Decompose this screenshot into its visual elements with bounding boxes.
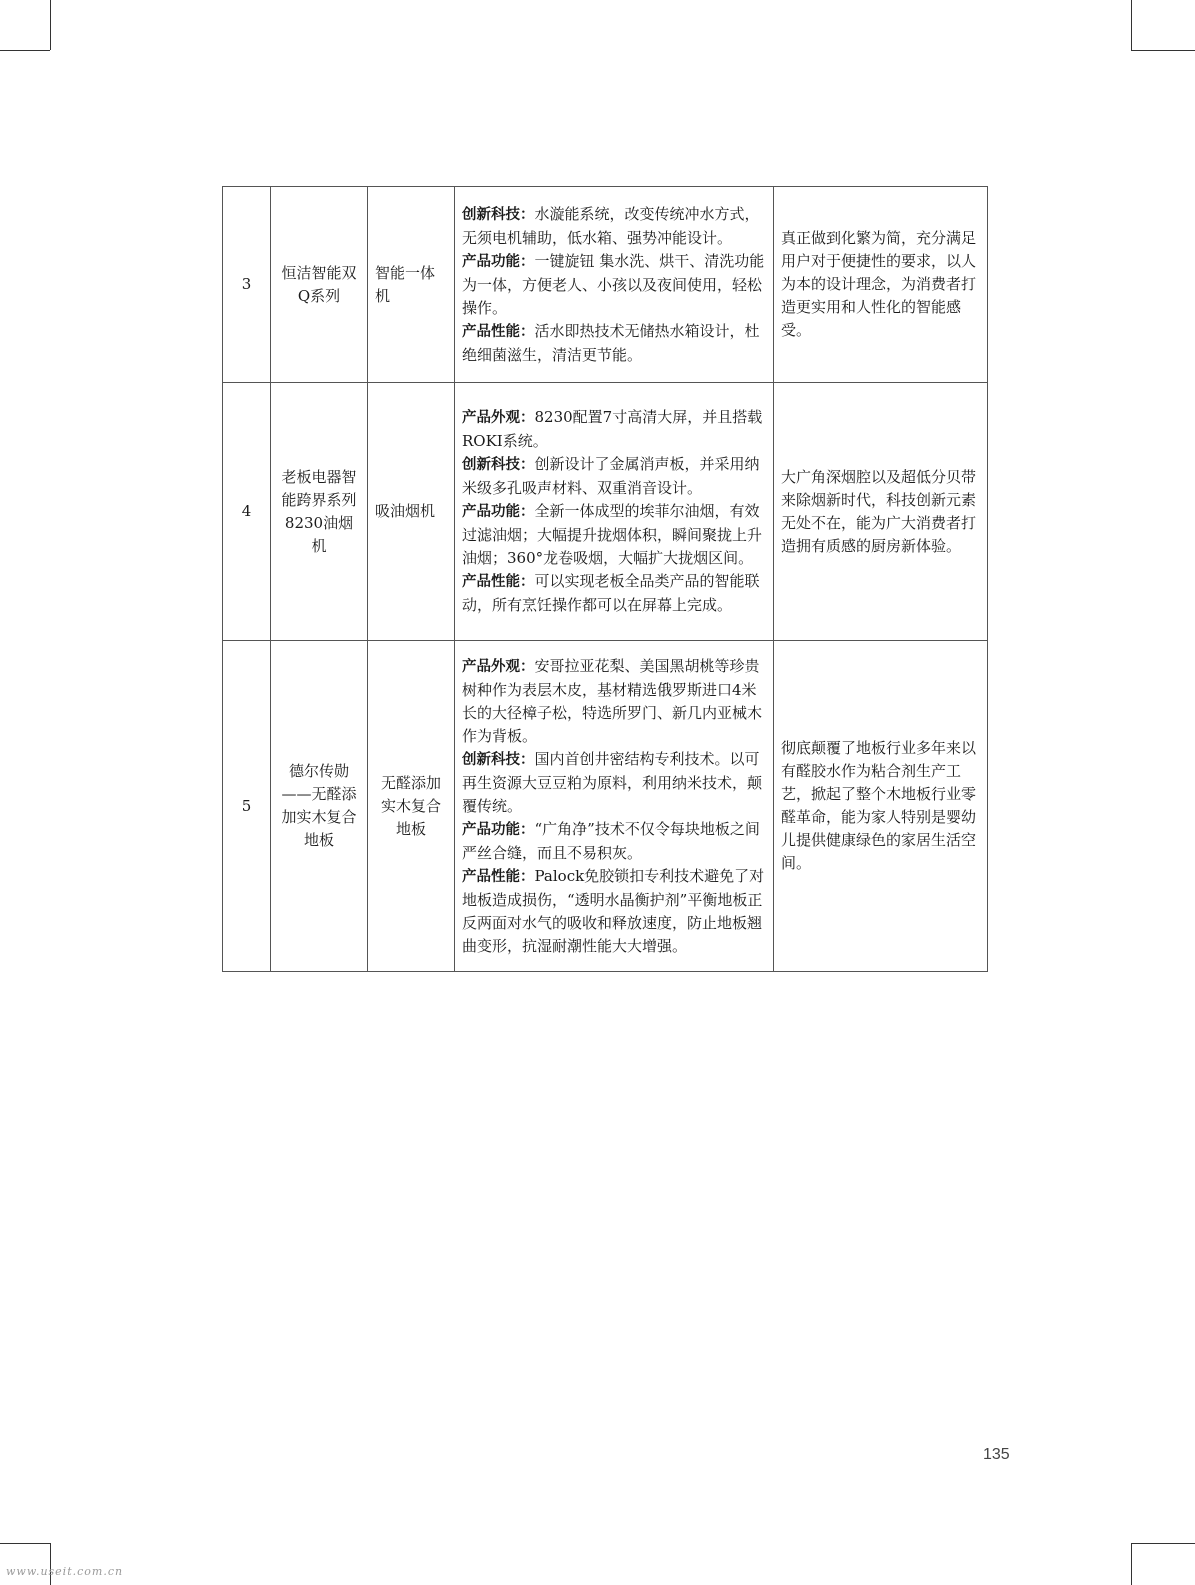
feature-item [462,570,766,617]
product-features [455,383,774,641]
feature-text: 水漩能系统，改变传统冲水方式，无须电机辅助，低水箱、强势冲能设计。 [462,204,760,247]
table-row [223,641,988,972]
feature-label: 产品外观： [462,410,535,426]
product-evaluation: 大广角深烟腔以及超低分贝带来除烟新时代，科技创新元素无处不在，能为广大消费者打造拥有质感的厨房新体验。 [774,383,988,641]
product-features [455,187,774,383]
feature-text: 一键旋钮 集水洗、烘干、清洗功能为一体，方便老人、小孩以及夜间使用，轻松操作。 [462,251,765,317]
product-evaluation: 彻底颠覆了地板行业多年来以有醛胶水作为粘合剂生产工艺，掀起了整个木地板行业零醛革命，能为家人特别是婴幼儿提供健康绿色的家居生活空间。 [774,641,988,972]
feature-label: 产品性能： [462,574,535,590]
crop-mark-top-right-v [1131,0,1132,50]
crop-mark-bottom-right-h [1131,1543,1195,1544]
feature-text: 8230配置7寸高清大屏，并且搭载ROKI系统。 [462,408,763,450]
feature-label: 产品外观： [462,658,535,675]
feature-text: 全新一体成型的埃菲尔油烟，有效过滤油烟；大幅提升拢烟体积，瞬间聚拢上升油烟；360°龙卷吸烟，大幅扩大拢烟区间。 [462,502,763,567]
crop-mark-top-right-h [1131,50,1195,51]
feature-label: 创新科技： [462,206,535,223]
product-name: 德尔传勋——无醛添加实木复合地板 [271,641,368,972]
feature-label: 创新科技： [462,751,535,768]
feature-text: 安哥拉亚花梨、美国黑胡桃等珍贵树种作为表层木皮，基材精选俄罗斯进口4米长的大径樟子松，特选所罗门、新几内亚械木作为背板。 [462,656,763,745]
feature-item [462,655,766,748]
feature-item [462,500,766,570]
feature-item [462,406,766,453]
feature-item [462,453,766,500]
feature-item [462,748,766,818]
product-features [455,641,774,972]
feature-label: 创新科技： [462,457,535,473]
feature-text: 创新设计了金属消声板，并采用纳米级多孔吸声材料、双重消音设计。 [462,455,760,497]
feature-text: 国内首创井密结构专利技术。以可再生资源大豆豆粕为原料，利用纳米技术，颠覆传统。 [462,749,763,815]
feature-text: Palock免胶锁扣专利技术避免了对地板造成损伤，“透明水晶衡护剂”平衡地板正反两面对水气的吸收和释放速度，防止地板翘曲变形，抗湿耐潮性能大大增强。 [462,866,765,955]
feature-text: 活水即热技术无储热水箱设计，杜绝细菌滋生，清洁更节能。 [462,321,760,364]
product-evaluation: 真正做到化繁为简，充分满足用户对于便捷性的要求，以人为本的设计理念，为消费者打造更实用和人性化的智能感受。 [774,187,988,383]
table-row [223,383,988,641]
feature-label: 产品功能： [462,253,535,270]
feature-label: 产品性能： [462,323,535,340]
crop-mark-bottom-left-v [50,1543,51,1585]
product-name: 恒洁智能双Q系列 [271,187,368,383]
page-number: 135 [983,1446,1010,1463]
crop-mark-bottom-right-v [1131,1543,1132,1585]
crop-mark-top-left-h [0,50,50,51]
feature-item [462,865,766,958]
product-type: 智能一体机 [368,187,455,383]
row-number: 5 [223,641,271,972]
product-type: 无醛添加实木复合地板 [368,641,455,972]
feature-label: 产品性能： [462,868,535,885]
feature-item [462,250,766,320]
crop-mark-bottom-left-h [0,1543,50,1544]
feature-item [462,818,766,865]
row-number: 4 [223,383,271,641]
product-type: 吸油烟机 [368,383,455,641]
watermark: www.useit.com.cn [6,1565,124,1578]
feature-text: 可以实现老板全品类产品的智能联动，所有烹饪操作都可以在屏幕上完成。 [462,572,760,614]
table-row [223,187,988,383]
product-name: 老板电器智能跨界系列8230油烟机 [271,383,368,641]
feature-item [462,320,766,367]
feature-text: “广角净”技术不仅令每块地板之间严丝合缝，而且不易积灰。 [462,819,760,862]
row-number: 3 [223,187,271,383]
feature-label: 产品功能： [462,821,535,838]
product-table [222,186,988,972]
crop-mark-top-left-v [50,0,51,50]
feature-label: 产品功能： [462,504,535,520]
feature-item [462,203,766,250]
